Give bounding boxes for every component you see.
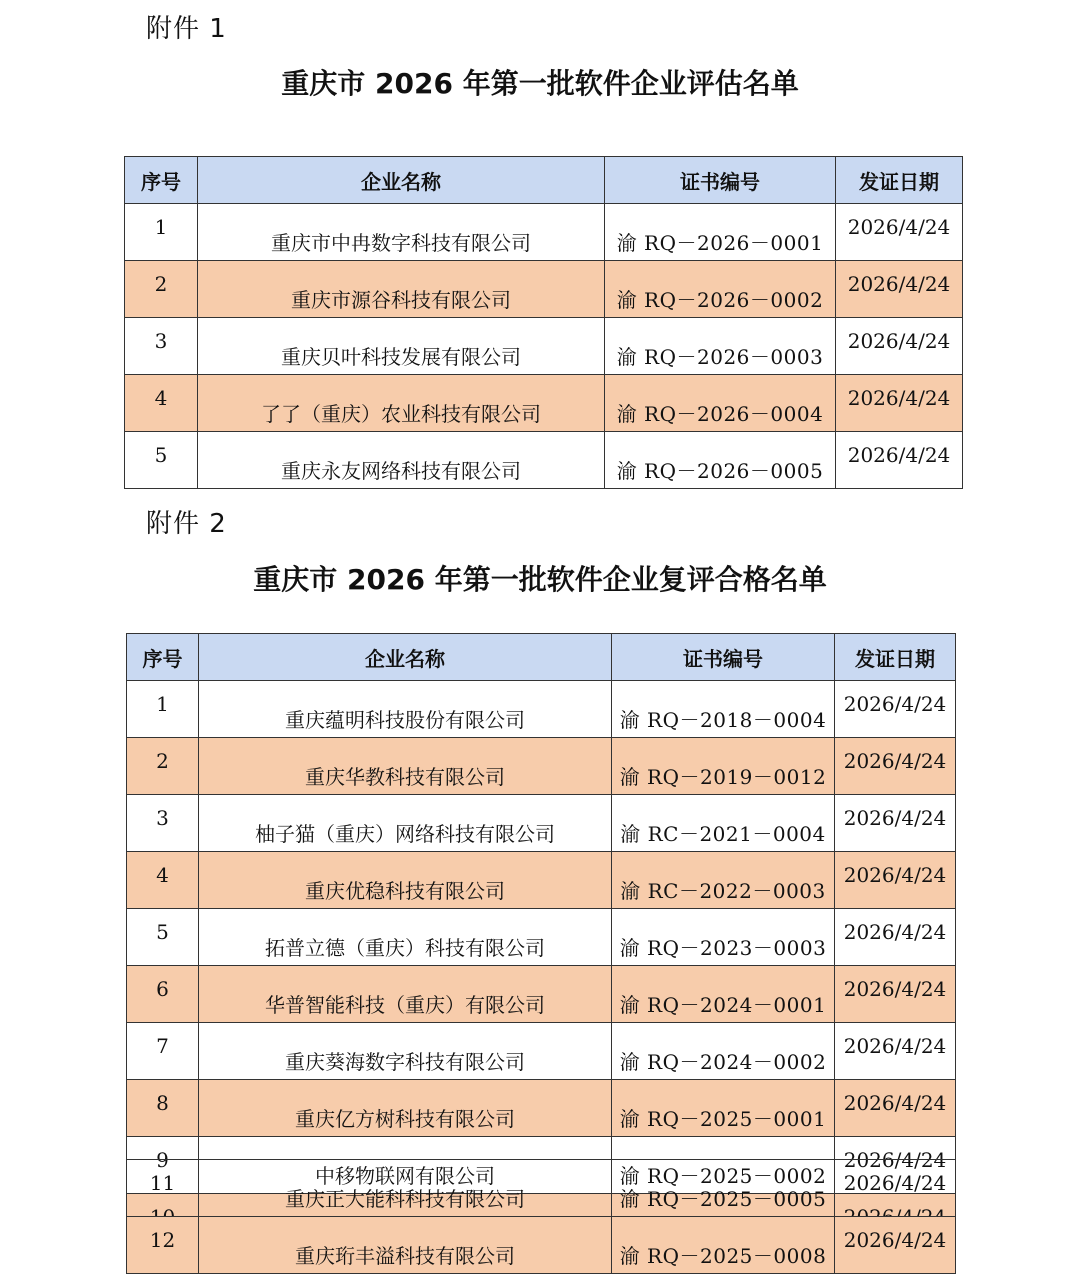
certificate-number: 渝 RQ－2024－0002 xyxy=(612,1023,835,1080)
header-issue-date: 发证日期 xyxy=(835,634,956,681)
issue-date: 2026/4/24 xyxy=(835,1160,956,1217)
row-index: 5 xyxy=(125,432,198,489)
row-index: 3 xyxy=(127,795,199,852)
company-name: 重庆正大能科科技有限公司 xyxy=(199,1160,612,1217)
certificate-number: 渝 RC－2022－0003 xyxy=(612,852,835,909)
issue-date: 2026/4/24 xyxy=(835,852,956,909)
row-index: 6 xyxy=(127,966,199,1023)
row-index: 4 xyxy=(125,375,198,432)
company-name: 重庆市中冉数字科技有限公司 xyxy=(198,204,605,261)
row-index: 1 xyxy=(127,681,199,738)
certificate-number: 渝 RQ－2026－0001 xyxy=(605,204,836,261)
row-index: 3 xyxy=(125,318,198,375)
annex-1-title: 重庆市 2026 年第一批软件企业评估名单 xyxy=(281,67,799,100)
header-certificate-number: 证书编号 xyxy=(605,157,836,204)
company-name: 重庆贝叶科技发展有限公司 xyxy=(198,318,605,375)
company-name: 重庆葵海数字科技有限公司 xyxy=(199,1023,612,1080)
table-row xyxy=(127,909,956,966)
certificate-number: 渝 RQ－2025－0005 xyxy=(612,1160,835,1217)
issue-date: 2026/4/24 xyxy=(835,909,956,966)
table-header-row xyxy=(127,634,956,681)
issue-date: 2026/4/24 xyxy=(835,966,956,1023)
table-row xyxy=(125,375,963,432)
company-name: 中移物联网有限公司 xyxy=(199,1137,612,1194)
table-row xyxy=(127,1023,956,1080)
header-company-name: 企业名称 xyxy=(198,157,605,204)
company-name: 重庆亿方树科技有限公司 xyxy=(199,1080,612,1137)
row-index: 2 xyxy=(125,261,198,318)
certificate-number: 渝 RQ－2019－0012 xyxy=(612,738,835,795)
table-row xyxy=(125,204,963,261)
certificate-number: 渝 RC－2021－0004 xyxy=(612,795,835,852)
issue-date: 2026/4/24 xyxy=(835,1217,956,1274)
row-index: 11 xyxy=(127,1160,199,1217)
certificate-number: 渝 RQ－2025－0002 xyxy=(612,1137,835,1194)
annex-2-table-continued xyxy=(126,1159,956,1274)
company-name: 重庆市源谷科技有限公司 xyxy=(198,261,605,318)
issue-date: 2026/4/24 xyxy=(835,1023,956,1080)
row-index: 5 xyxy=(127,909,199,966)
annex-2-table-continued-body xyxy=(127,1160,956,1274)
table-row xyxy=(127,1080,956,1137)
company-name: 华普智能科技（重庆）有限公司 xyxy=(199,966,612,1023)
row-index: 1 xyxy=(125,204,198,261)
header-index: 序号 xyxy=(125,157,198,204)
annex-2-label: 附件 2 xyxy=(146,509,227,539)
issue-date: 2026/4/24 xyxy=(836,318,963,375)
issue-date: 2026/4/24 xyxy=(835,681,956,738)
issue-date: 2026/4/24 xyxy=(836,432,963,489)
row-index: 12 xyxy=(127,1217,199,1274)
company-name: 重庆蕴明科技股份有限公司 xyxy=(199,681,612,738)
row-index: 4 xyxy=(127,852,199,909)
table-row xyxy=(127,852,956,909)
certificate-number: 渝 RQ－2025－0008 xyxy=(612,1217,835,1274)
table-row xyxy=(127,1217,956,1274)
company-name: 重庆珩丰溢科技有限公司 xyxy=(199,1217,612,1274)
certificate-number: 渝 RQ－2026－0004 xyxy=(605,375,836,432)
issue-date: 2026/4/24 xyxy=(835,1137,956,1194)
header-certificate-number: 证书编号 xyxy=(612,634,835,681)
table-row xyxy=(127,966,956,1023)
certificate-number: 渝 RQ－2026－0005 xyxy=(605,432,836,489)
issue-date: 2026/4/24 xyxy=(836,261,963,318)
certificate-number: 渝 RQ－2025－0001 xyxy=(612,1080,835,1137)
row-index: 9 xyxy=(127,1137,199,1194)
table-row xyxy=(127,738,956,795)
annex-1-table-body xyxy=(125,204,963,489)
company-name: 拓普立德（重庆）科技有限公司 xyxy=(199,909,612,966)
certificate-number: 渝 RQ－2026－0002 xyxy=(605,261,836,318)
certificate-number: 渝 RQ－2023－0003 xyxy=(612,909,835,966)
company-name: 重庆永友网络科技有限公司 xyxy=(198,432,605,489)
annex-2-title: 重庆市 2026 年第一批软件企业复评合格名单 xyxy=(253,563,827,596)
annex-1-table xyxy=(124,156,963,489)
table-row xyxy=(127,1160,956,1217)
table-row xyxy=(125,318,963,375)
table-row xyxy=(127,795,956,852)
row-index: 8 xyxy=(127,1080,199,1137)
header-company-name: 企业名称 xyxy=(199,634,612,681)
issue-date: 2026/4/24 xyxy=(835,738,956,795)
issue-date: 2026/4/24 xyxy=(836,375,963,432)
table-row xyxy=(125,261,963,318)
certificate-number: 渝 RQ－2026－0003 xyxy=(605,318,836,375)
header-issue-date: 发证日期 xyxy=(836,157,963,204)
annex-1-label: 附件 1 xyxy=(146,14,227,44)
company-name: 了了（重庆）农业科技有限公司 xyxy=(198,375,605,432)
issue-date: 2026/4/24 xyxy=(835,795,956,852)
table-row xyxy=(125,432,963,489)
certificate-number: 渝 RQ－2024－0001 xyxy=(612,966,835,1023)
company-name: 柚子猫（重庆）网络科技有限公司 xyxy=(199,795,612,852)
issue-date: 2026/4/24 xyxy=(835,1080,956,1137)
header-index: 序号 xyxy=(127,634,199,681)
certificate-number: 渝 RQ－2018－0004 xyxy=(612,681,835,738)
row-index: 7 xyxy=(127,1023,199,1080)
company-name: 重庆华教科技有限公司 xyxy=(199,738,612,795)
table-header-row xyxy=(125,157,963,204)
issue-date: 2026/4/24 xyxy=(836,204,963,261)
table-row xyxy=(127,681,956,738)
company-name: 重庆优稳科技有限公司 xyxy=(199,852,612,909)
row-index: 2 xyxy=(127,738,199,795)
